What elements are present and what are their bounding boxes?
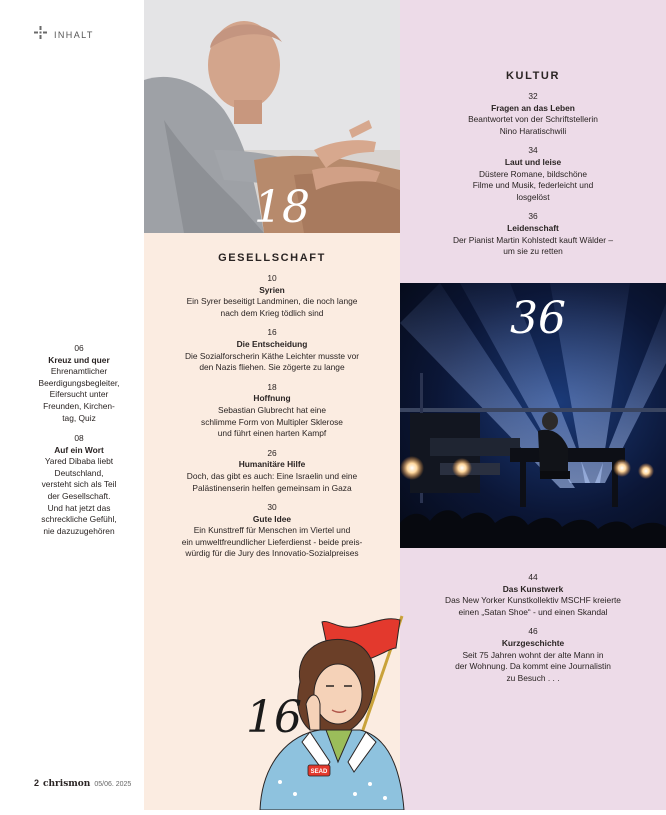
toc-entry[interactable] — [400, 626, 666, 684]
entry-title: Gute Idee — [252, 513, 292, 524]
brand-name: chrismon — [43, 779, 91, 789]
entry-desc-line: Die Sozialforscherin Käthe Leichter musste vor — [184, 350, 360, 361]
entry-desc-line: Das New Yorker Kunstkollektiv MSCHF kreierte — [445, 595, 621, 606]
entry-desc-line: nie dazuzugehören — [43, 525, 115, 536]
entry-desc-line: und führt einen harten Kampf — [217, 428, 327, 439]
entry-desc-line: Seit 75 Jahren wohnt der alte Mann in — [462, 649, 604, 660]
toc-entry[interactable] — [144, 327, 400, 373]
feature-number: 18 — [254, 182, 310, 233]
toc-entry[interactable] — [400, 572, 666, 618]
entry-desc-line: Filme und Musik, federleicht und — [472, 180, 594, 191]
entry-desc-line: Doch, das gibt es auch: Eine Israelin und eine — [186, 470, 358, 481]
entry-title: Leidenschaft — [507, 222, 559, 233]
entry-title: Laut und leise — [504, 156, 562, 167]
entry-desc-line: Eifersucht unter — [49, 389, 109, 400]
entry-page: 16 — [267, 327, 277, 338]
entry-desc-line: einen „Satan Shoe“ - und einen Skandal — [458, 606, 608, 617]
page-footer — [34, 778, 131, 789]
toc-entry[interactable] — [400, 91, 666, 137]
section-gesellschaft — [144, 252, 400, 560]
entry-desc-line: Ehrenamtlicher — [50, 366, 108, 377]
entry-desc-line: Nino Haratischwili — [499, 125, 567, 136]
photo-man-hands — [144, 0, 400, 233]
section-heading: KULTUR — [506, 70, 560, 82]
issue-date: 05/06. 2025 — [94, 781, 132, 788]
illustration-woman-flag — [240, 612, 410, 810]
feature-number: 36 — [510, 293, 566, 344]
entry-desc-line: Düstere Romane, bildschöne — [478, 168, 587, 179]
header-label: INHALT — [54, 30, 94, 40]
entry-desc-line: Ein Syrer beseitigt Landminen, die noch lange — [186, 296, 358, 307]
entry-desc-line: der Gesellschaft. — [47, 490, 111, 501]
entry-desc-line: losgelöst — [516, 191, 550, 202]
entry-title: Humanitäre Hilfe — [238, 459, 306, 470]
entry-desc-line: tag, Quiz — [62, 412, 96, 423]
entry-desc-line: nach dem Krieg tödlich sind — [220, 307, 324, 318]
entry-title: Das Kunstwerk — [502, 583, 564, 594]
entry-desc-line: Beantwortet von der Schriftstellerin — [468, 114, 598, 125]
entry-desc-line: ein umweltfreundlicher Lieferdienst - beide preis- — [181, 536, 363, 547]
entry-desc-line: Ein Kunsttreff für Menschen im Viertel und — [193, 525, 351, 536]
entry-desc-line: Beerdigungsbegleiter, — [38, 377, 120, 388]
toc-entry[interactable] — [144, 273, 400, 319]
entry-title: Die Entscheidung — [236, 338, 308, 349]
entry-page: 18 — [267, 381, 277, 392]
badge-text: SEAD — [310, 769, 328, 775]
entry-desc-line: Und hat jetzt das — [47, 502, 111, 513]
page-number: 2 — [34, 778, 40, 788]
toc-entry[interactable] — [144, 382, 400, 440]
entry-page: 44 — [528, 572, 538, 582]
entry-desc-line: würdig für die Jury des Innovatio-Sozialpreises — [185, 548, 359, 559]
entry-desc-line: zu Besuch . . . — [506, 672, 560, 683]
entry-desc-line: schlimme Form von Multipler Sklerose — [201, 416, 343, 427]
section-kultur-lower — [400, 572, 666, 684]
entry-desc-line: Der Pianist Martin Kohlstedt kauft Wälder – — [452, 234, 614, 245]
entry-title: Syrien — [259, 284, 285, 295]
feature-number: 16 — [246, 692, 302, 743]
entry-page: 36 — [528, 211, 538, 222]
entry-desc-line: Freunden, Kirchen- — [43, 400, 115, 411]
entry-page: 34 — [528, 145, 538, 156]
entry-desc-line: den Nazis fliehen. Sie zögerte zu lange — [199, 362, 345, 373]
toc-entry[interactable] — [22, 433, 136, 537]
photo-concert — [400, 283, 666, 548]
entry-desc-line: Deutschland, — [54, 467, 104, 478]
entry-title: Fragen an das Leben — [491, 102, 575, 113]
entry-desc-line: der Wohnung. Da kommt eine Journalistin — [455, 661, 611, 672]
entry-desc-line: Palästinenserin helfen gemeinsam in Gaza — [192, 482, 352, 493]
entry-title: Hoffnung — [253, 393, 291, 404]
section-heading: GESELLSCHAFT — [218, 252, 326, 264]
cross-icon — [34, 26, 47, 44]
section-kultur — [400, 70, 666, 258]
toc-entry[interactable] — [22, 343, 136, 424]
entry-page: 26 — [267, 447, 277, 458]
entry-desc-line: versteht sich als Teil — [41, 479, 117, 490]
toc-entry[interactable] — [400, 211, 666, 257]
toc-entry[interactable] — [144, 502, 400, 560]
entry-page: 46 — [528, 626, 538, 637]
toc-entry[interactable] — [144, 448, 400, 494]
entry-title: Kurzgeschichte — [501, 637, 565, 648]
entry-page: 08 — [74, 433, 84, 443]
entry-desc-line: Yared Dibaba liebt — [44, 456, 114, 467]
entry-page: 30 — [267, 502, 277, 513]
entry-title: Auf ein Wort — [54, 444, 104, 455]
toc-entry[interactable] — [400, 145, 666, 203]
entry-title: Kreuz und quer — [48, 354, 110, 365]
entry-desc-line: schreckliche Gefühl, — [41, 514, 117, 525]
entry-page: 32 — [528, 91, 538, 101]
entry-page: 10 — [267, 273, 277, 283]
entry-desc-line: um sie zu retten — [503, 246, 563, 257]
page-header — [34, 26, 94, 44]
entry-desc-line: Sebastian Glubrecht hat eine — [217, 404, 327, 415]
entry-page: 06 — [74, 343, 84, 353]
